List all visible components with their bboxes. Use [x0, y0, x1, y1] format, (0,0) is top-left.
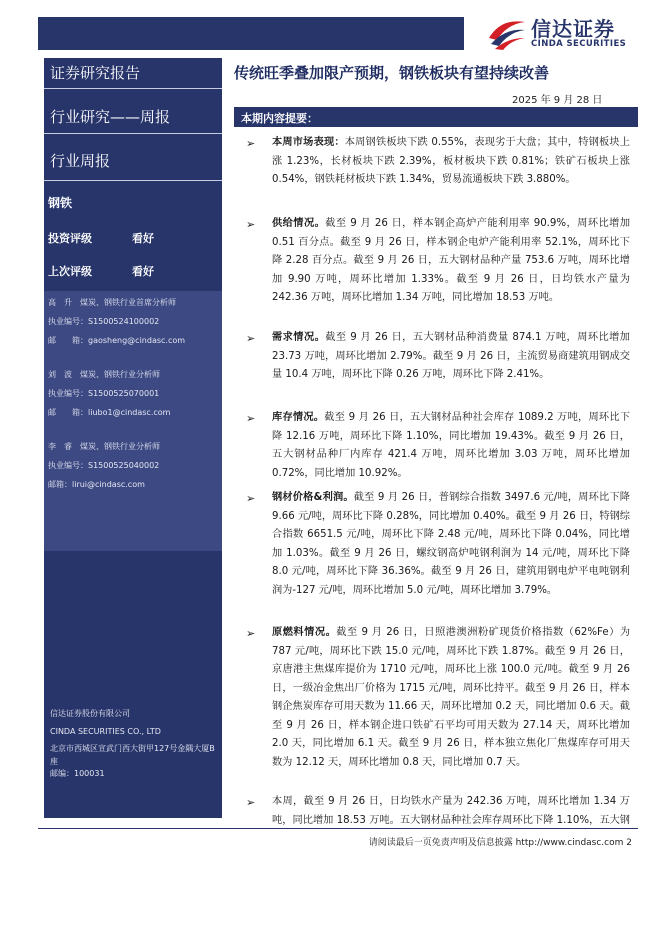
- page-number: 2: [626, 838, 632, 848]
- summary-heading-bar: [234, 107, 638, 127]
- bullet-icon: ➢: [246, 412, 256, 425]
- prev-rating-label: 上次评级: [48, 265, 92, 278]
- cinda-logo: [487, 12, 643, 52]
- company-zip: 邮编：100031: [50, 769, 105, 778]
- summary-heading: 本期内容提要：: [241, 112, 318, 125]
- summary-item-raw-materials: [272, 624, 630, 772]
- rating-label: 投资评级: [48, 232, 92, 245]
- page-footer: [369, 835, 632, 848]
- bullet-icon: ➢: [246, 796, 256, 809]
- analyst-panel: [44, 291, 222, 551]
- analyst-1-email[interactable]: 邮 箱：gaosheng@cindasc.com: [48, 336, 186, 345]
- sidebar-category-3: 行业周报: [50, 152, 111, 170]
- bullet-icon: ➢: [246, 332, 256, 345]
- summary-item-demand: [272, 329, 630, 385]
- bullet-icon: ➢: [246, 492, 256, 505]
- item-text: 本周钢铁板块下跌 0.55%，表现劣于大盘；其中，特钢板块上涨 1.23%，长材板块下跌 2.39%，板材板块下跌 0.81%；铁矿石板块上涨 0.54%，钢铁耗材板块下跌 1.34%，贸易流通板块下跌 3.880%。: [272, 137, 631, 185]
- cinda-logo-icon: [487, 14, 527, 50]
- industry-label: 钢铁: [48, 196, 73, 210]
- bullet-icon: ➢: [246, 218, 256, 231]
- divider: [44, 180, 222, 181]
- sidebar-category-1: 证券研究报告: [50, 64, 141, 82]
- analyst-2-name: 刘 波 煤炭、钢铁行业分析师: [48, 370, 160, 379]
- rating-value: 看好: [132, 232, 154, 245]
- summary-item-conclusion: [272, 793, 630, 830]
- analyst-3-name: 李 睿 煤炭、钢铁行业分析师: [48, 442, 160, 451]
- item-text: 截至 9 月 26 日，样本钢企高炉产能利用率 90.9%，周环比增加 0.51 百分点。截至 9 月 26 日，样本钢企电炉产能利用率 52.1%，周环比下降 2.28 百分点。截至 9 月 26 日，五大钢材品种产量 753.6 万吨，周环比增加 9.90 万吨，周环比增加 1.33%。截至 9 月 26 日，日均铁水产量为 242.36 万吨，周环比增加 1.34 万吨，同比增加 18.53 万吨。: [272, 218, 631, 303]
- summary-item-inventory: [272, 409, 630, 483]
- item-text: 本周，截至 9 月 26 日，日均铁水产量为 242.36 万吨，周环比增加 1.34 万吨，同比增加 18.53 万吨。五大钢材品种社会库存周环比下降 1.10%，五大钢: [272, 796, 630, 826]
- company-address: 北京市西城区宣武门西大街甲127号金隅大厦B座: [50, 744, 215, 766]
- sidebar-category-2: 行业研究——周报: [50, 108, 171, 126]
- analyst-3-email[interactable]: 邮箱：lirui@cindasc.com: [48, 480, 145, 489]
- item-text: 截至 9 月 26 日，五大钢材品种社会库存 1089.2 万吨，周环比下降 12.16 万吨，周环比下降 1.10%，同比增加 19.43%。截至 9 月 26 日，五大钢材品种厂内库存 421.4 万吨，周环比增加 3.03 万吨，周环比增加 0.72%，同比增加 10.92%。: [272, 412, 631, 479]
- logo-text-cn: 信达证券: [531, 17, 615, 41]
- header-band: [38, 17, 464, 50]
- item-label: 本周市场表现：: [272, 137, 345, 148]
- bullet-icon: ➢: [246, 137, 256, 150]
- summary-item-price-profit: [272, 489, 630, 600]
- bullet-icon: ➢: [246, 627, 256, 640]
- report-title: 传统旺季叠加限产预期，钢铁板块有望持续改善: [234, 64, 550, 82]
- item-label: 原燃料情况。: [272, 627, 337, 638]
- analyst-1-name: 高 升 煤炭、钢铁行业首席分析师: [48, 298, 176, 307]
- company-name-cn: 信达证券股份有限公司: [50, 709, 130, 718]
- logo-text-en: CINDA SECURITIES: [531, 39, 627, 49]
- footer-disclaimer[interactable]: 请阅读最后一页免责声明及信息披露 http://www.cindasc.com: [368, 838, 624, 848]
- summary-item-supply: [272, 215, 630, 308]
- prev-rating-value: 看好: [132, 265, 154, 278]
- item-label: 供给情况。: [272, 218, 326, 229]
- analyst-2-email[interactable]: 邮 箱：liubo1@cindasc.com: [48, 408, 171, 417]
- analyst-3-cert: 执业编号：S1500525040002: [48, 461, 160, 470]
- sidebar: [44, 58, 222, 818]
- item-label: 钢材价格&利润。: [272, 492, 354, 503]
- analyst-2-cert: 执业编号：S1500525070001: [48, 389, 160, 398]
- divider: [44, 88, 222, 89]
- company-info: [50, 708, 218, 781]
- item-text: 截至 9 月 26 日，五大钢材品种消费量 874.1 万吨，周环比增加 23.73 万吨，周环比增加 2.79%。截至 9 月 26 日，主流贸易商建筑用钢成交量 10.4 万吨，周环比下降 0.26 万吨，周环比下降 2.41%。: [272, 332, 630, 380]
- footer-divider: [38, 828, 638, 829]
- item-label: 库存情况。: [272, 412, 325, 423]
- item-label: 需求情况。: [272, 332, 326, 343]
- report-date: 2025 年 9 月 28 日: [512, 95, 603, 106]
- item-text: 截至 9 月 26 日，日照港澳洲粉矿现货价格指数（62%Fe）为 787 元/吨，周环比下跌 15.0 元/吨，周环比下跌 1.87%。截至 9 月 26 日，京唐港主焦煤库提价为 1710 元/吨，周环比上涨 100.0 元/吨。截至 9 月 26 日，一级冶金焦出厂价格为 1715 元/吨，周环比持平。截至 9 月 26 日，样本钢企焦炭库存可用天数为 11.66 天，周环比增加 0.2 天，同比增加 0.6 天。截至 9 月 26 日，样本钢企进口铁矿石平均可用天数为 27.14 天，周环比增加 2.0 天，同比增加 6.1 天。截至 9 月 26 日，样本独立焦化厂焦煤库存可用天数为 12.12 天，周环比增加 0.8 天，同比增加 0.7 天。: [272, 627, 631, 768]
- analyst-1-cert: 执业编号：S1500524100002: [48, 317, 160, 326]
- company-name-en: CINDA SECURITIES CO., LTD: [50, 726, 161, 736]
- summary-item-market: [272, 134, 630, 190]
- divider: [44, 133, 222, 134]
- item-text: 截至 9 月 26 日，普钢综合指数 3497.6 元/吨，周环比下降 9.66 元/吨，周环比下降 0.28%，同比增加 0.40%。截至 9 月 26 日，特钢综合指数 6651.5 元/吨，周环比下降 2.48 元/吨，周环比下降 0.04%，同比增加 1.03%。截至 9 月 26 日，螺纹钢高炉吨钢利润为 14 元/吨，周环比下降 8.0 元/吨，周环比下降 36.36%。截至 9 月 26 日，建筑用钢电炉平电吨钢利润为-127 元/吨，周环比增加 5.0 元/吨，周环比增加 3.79%。: [272, 492, 630, 596]
